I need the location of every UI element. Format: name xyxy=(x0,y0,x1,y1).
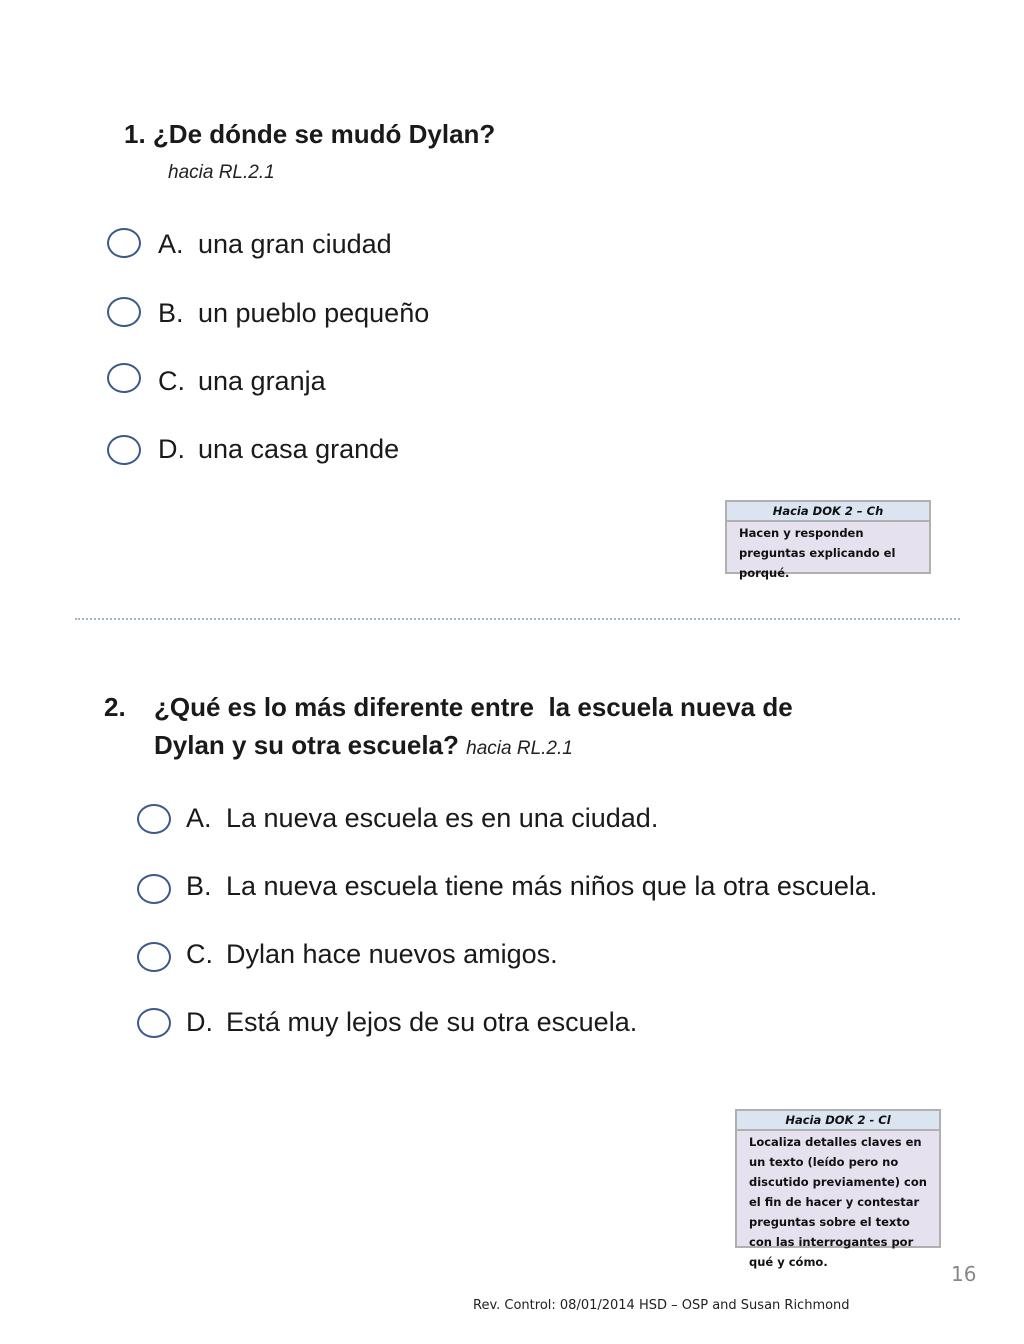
page-number: 16 xyxy=(951,1262,977,1286)
revision-footer: Rev. Control: 08/01/2014 HSD – OSP and Susan Richmond xyxy=(473,1298,850,1313)
section-divider xyxy=(75,618,960,620)
question-2-option-d: D. Está muy lejos de su otra escuela. xyxy=(186,1007,638,1037)
question-2-text-line1: ¿Qué es lo más diferente entre la escuela nueva de xyxy=(154,692,793,722)
question-1-option-a: A. una gran ciudad xyxy=(158,229,392,259)
question-2-standard: hacia RL.2.1 xyxy=(466,738,573,759)
question-2-option-a: A. La nueva escuela es en una ciudad. xyxy=(186,803,659,833)
answer-bubble-2a[interactable] xyxy=(137,804,171,834)
answer-bubble-1b[interactable] xyxy=(107,297,141,327)
question-1-text: ¿De dónde se mudó Dylan? xyxy=(152,119,496,149)
answer-bubble-1c[interactable] xyxy=(107,363,141,393)
dok-box-2-title: Hacia DOK 2 - Cl xyxy=(737,1111,939,1131)
question-2-option-b: B. La nueva escuela tiene más niños que la otra escuela. xyxy=(186,871,878,901)
dok-box-2 xyxy=(735,1109,941,1269)
answer-bubble-1d[interactable] xyxy=(107,435,141,465)
question-2-title xyxy=(154,688,954,768)
question-1-option-b: B. un pueblo pequeño xyxy=(158,298,430,328)
question-1-option-d: D. una casa grande xyxy=(158,434,400,464)
question-1-title xyxy=(124,115,495,153)
dok-box-1-title: Hacia DOK 2 – Ch xyxy=(727,502,929,522)
answer-bubble-2d[interactable] xyxy=(137,1008,171,1038)
question-2-option-c: C. Dylan hace nuevos amigos. xyxy=(186,939,558,969)
question-1-standard: hacia RL.2.1 xyxy=(168,162,275,183)
answer-bubble-1a[interactable] xyxy=(107,228,141,258)
answer-bubble-2b[interactable] xyxy=(137,874,171,904)
dok-box-1-description: Hacen y responden preguntas explicando el porqué. xyxy=(739,526,896,580)
question-2-text-line2: Dylan y su otra escuela? xyxy=(154,730,459,760)
question-2-number: 2. xyxy=(104,692,126,722)
dok-box-1 xyxy=(725,500,931,580)
question-1-number: 1. xyxy=(124,119,146,149)
question-1-option-c: C. una granja xyxy=(158,366,326,396)
dok-box-2-description: Localiza detalles claves en un texto (leído pero no discutido previamente) con el fin de hacer y contestar preguntas sobre el texto con las interrogantes por qué y cómo. xyxy=(749,1135,927,1269)
answer-bubble-2c[interactable] xyxy=(137,942,171,972)
